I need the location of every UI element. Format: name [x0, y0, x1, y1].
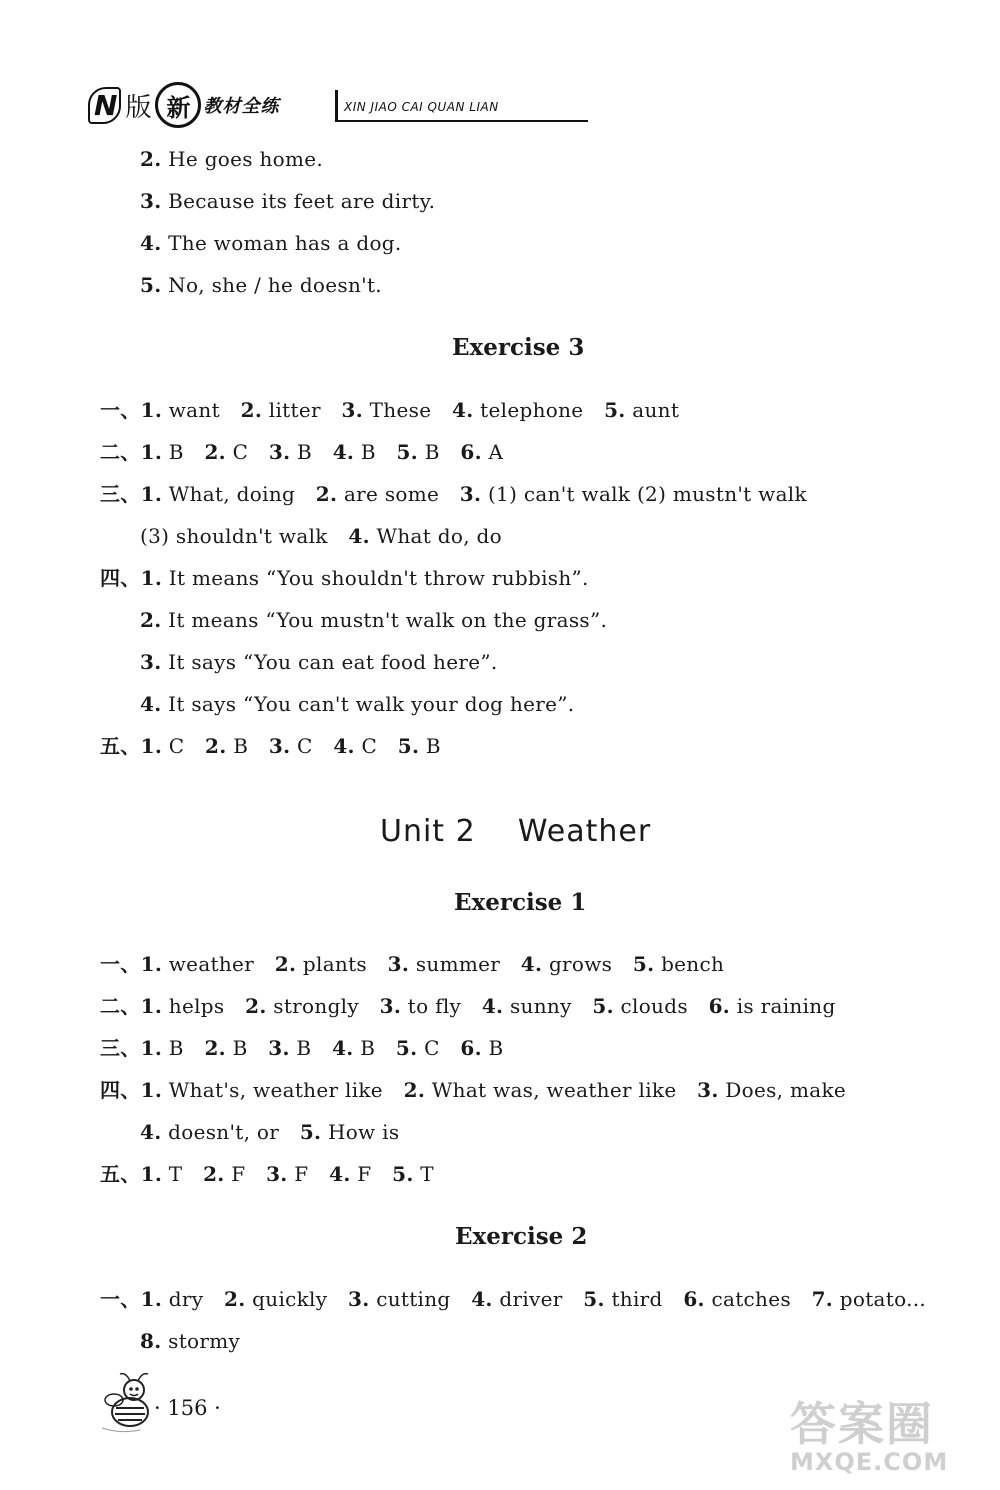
answer-line: 3. It says “You can eat food here”.: [140, 650, 498, 674]
logo-name: 教材全练: [203, 96, 280, 117]
answer-line: 五、1. T 2. F 3. F 4. F 5. T: [100, 1162, 434, 1186]
answer-line: 2. It means “You mustn't walk on the grass”.: [140, 608, 608, 632]
answer-line: 4. doesn't, or 5. How is: [140, 1120, 400, 1144]
answer-line: (3) shouldn't walk 4. What do, do: [140, 524, 502, 548]
answer-line: 五、1. C 2. B 3. C 4. C 5. B: [100, 734, 441, 758]
unit-title: Unit 2 Weather: [380, 814, 652, 849]
bee-mascot-icon: [100, 1368, 156, 1438]
watermark-top: 答案圈: [790, 1397, 934, 1451]
site-watermark: [790, 1388, 990, 1478]
exercise-title: Exercise 3: [452, 334, 585, 361]
logo-xin-badge: 新: [155, 82, 201, 128]
header-divider: [335, 90, 338, 122]
answer-line: 一、1. dry 2. quickly 3. cutting 4. driver 5. third 6. catches 7. potato...: [100, 1287, 927, 1311]
page-number: · 156 ·: [154, 1396, 221, 1420]
exercise-title: Exercise 2: [455, 1223, 588, 1250]
exercise-title: Exercise 1: [454, 889, 587, 916]
answer-line: 四、1. What's, weather like 2. What was, weather like 3. Does, make: [100, 1078, 847, 1102]
watermark-bottom: MXQE.COM: [790, 1448, 949, 1476]
answer-line: 一、1. want 2. litter 3. These 4. telephone 5. aunt: [100, 398, 680, 422]
answer-line: 8. stormy: [140, 1329, 241, 1353]
page-footer: [100, 1368, 300, 1438]
answer-line: 四、1. It means “You shouldn't throw rubbish”.: [100, 566, 589, 590]
header-pinyin: XIN JIAO CAI QUAN LIAN: [344, 100, 499, 114]
header-rule: [338, 120, 588, 122]
answer-line: 二、1. B 2. C 3. B 4. B 5. B 6. A: [100, 440, 504, 464]
logo-ban: 版: [125, 92, 152, 123]
answer-line: 三、1. What, doing 2. are some 3. (1) can't walk (2) mustn't walk: [100, 482, 807, 506]
answer-line: 2. He goes home.: [140, 147, 324, 171]
answer-line: 5. No, she / he doesn't.: [140, 273, 382, 297]
answer-line: 一、1. weather 2. plants 3. summer 4. grows 5. bench: [100, 952, 725, 976]
book-logo: [88, 86, 279, 124]
answer-line: 4. The woman has a dog.: [140, 231, 402, 255]
answer-line: 3. Because its feet are dirty.: [140, 189, 436, 213]
answer-line: 4. It says “You can't walk your dog here”.: [140, 692, 575, 716]
answer-line: 三、1. B 2. B 3. B 4. B 5. C 6. B: [100, 1036, 504, 1060]
page-header: [88, 84, 588, 130]
answer-line: 二、1. helps 2. strongly 3. to fly 4. sunny 5. clouds 6. is raining: [100, 994, 836, 1018]
logo-letter: N: [88, 87, 121, 124]
